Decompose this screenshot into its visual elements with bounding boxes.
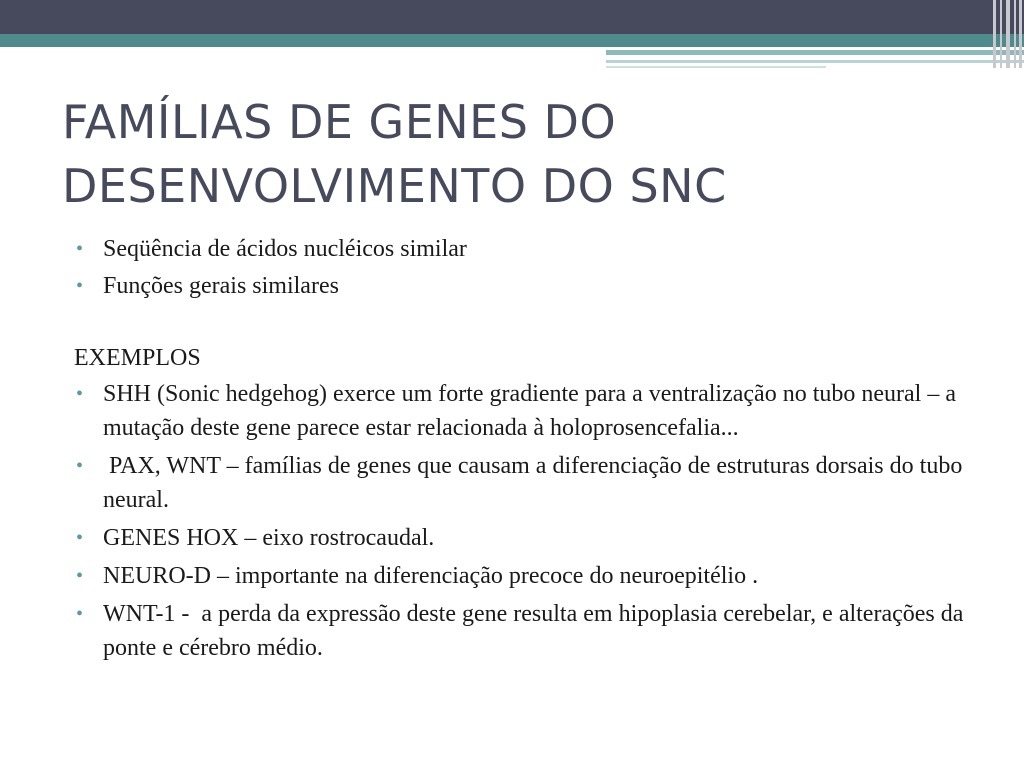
bullet-icon: • [76,527,84,549]
bullet-icon: • [76,455,84,477]
list-item-text: Funções gerais similares [103,273,339,299]
list-item [74,597,974,665]
list-item-text: SHH (Sonic hedgehog) exerce um forte gradiente para a ventralização no tubo neural – a mutação deste gene parece estar relacionada à holoprosencefalia... [103,381,956,441]
header-dark-bar [0,0,1024,34]
decorative-stripe [993,0,996,68]
decorative-stripe [1014,0,1016,68]
list-item [74,521,974,555]
examples-heading: EXEMPLOS [74,345,201,371]
list-item-text: Seqüência de ácidos nucléicos similar [103,236,467,262]
bullet-icon: • [76,383,84,405]
decorative-stripe [1019,0,1022,68]
slide-title [62,90,982,218]
list-item-text: NEURO-D – importante na diferenciação precoce do neuroepitélio . [103,563,759,589]
slide-body [74,232,974,669]
list-item-text: WNT-1 - a perda da expressão deste gene resulta em hipoplasia cerebelar, e alterações da ponte e cérebro médio. [103,601,970,661]
decorative-stripe [1000,0,1002,68]
bullet-icon: • [76,238,84,260]
list-item [74,269,974,303]
bullet-icon: • [76,603,84,625]
header-accent-line [606,60,1024,63]
bullet-icon: • [76,275,84,297]
list-item [74,559,974,593]
slide-title-line-1: FAMÍLIAS DE GENES DO [62,95,617,149]
list-item [74,449,974,517]
bullet-icon: • [76,565,84,587]
header-teal-bar [0,34,1024,47]
bullet-list-examples [74,377,974,665]
list-item [74,232,974,266]
header-accent-line [606,50,1024,55]
list-item [74,377,974,445]
header-accent-line [606,66,826,68]
bullet-list-top [74,232,974,303]
list-item-text: PAX, WNT – famílias de genes que causam a diferenciação de estruturas dorsais do tubo neural. [103,453,969,513]
decorative-stripe [1006,0,1010,68]
slide-title-line-2: DESENVOLVIMENTO DO SNC [62,159,727,213]
list-item-text: GENES HOX – eixo rostrocaudal. [103,525,435,551]
